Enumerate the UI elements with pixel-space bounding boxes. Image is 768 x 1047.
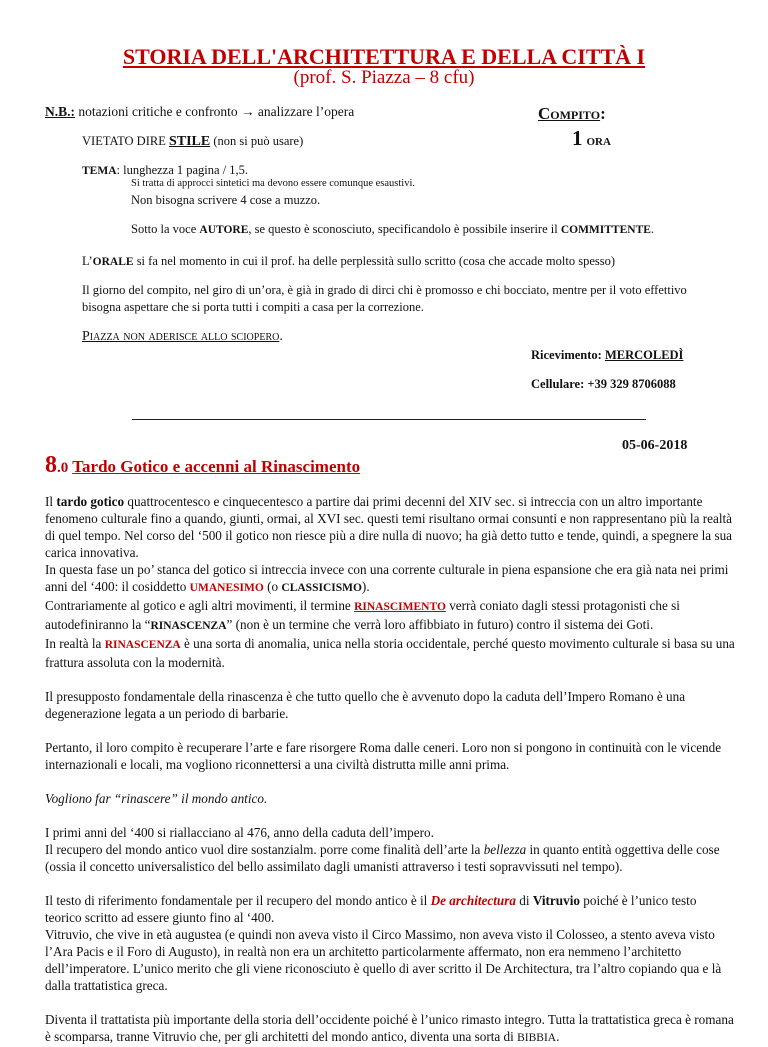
tema-label: TEMA <box>82 165 117 177</box>
tema-sub: Si tratta di approcci sintetici ma devono essere comunque esaustivi. <box>131 178 416 189</box>
stile-word: STILE <box>168 134 211 149</box>
tema-muzzo: Non bisogna scrivere 4 cose a muzzo. <box>131 193 321 207</box>
vietato-line: VIETATO DIRE STILE (non si può usare) <box>82 134 304 149</box>
piazza-line: Piazza non aderisce allo sciopero. <box>82 329 283 344</box>
section-title: Tardo Gotico e accenni al Rinascimento <box>72 457 361 476</box>
paragraph-5: I primi anni del ‘400 si riallacciano al 476, anno della caduta dell’impero. Il recupero del mondo antico vuol dire sostanzialm. porre come finalità dell’arte la bellezza in quanto entità oggettiva delle cose (ossia il concetto universalistico del bello assimilato dagli umanisti attraverso i testi sopravvissuti nel tempo). <box>45 825 720 874</box>
divider-line <box>132 419 646 420</box>
paragraph-4: Vogliono far “rinascere” il mondo antico. <box>45 791 268 806</box>
paragraph-7: Diventa il trattatista più importante della storia dell’occidente poiché è l’unico rimasto integro. Tutta la trattatistica greca è romana è scomparsa, tranne Vitruvio che, per gli architetti del mondo antico, diventa una sorta di BIBBIA. <box>45 1012 734 1044</box>
nb-line <box>45 103 354 120</box>
page-title: STORIA DELL'ARCHITETTURA E DELLA CITTÀ I <box>122 44 646 69</box>
nb-text: notazioni critiche e confronto → analizzare l’opera <box>78 104 355 119</box>
paragraph-3: Pertanto, il loro compito è recuperare l’arte e fare risorgere Roma dalle ceneri. Loro non si pongono in continuità con le vicende internazionali e locali, ma vogliono riconnettersi a una civiltà distrutta mille anni prima. <box>45 740 722 772</box>
orale-line: L’ORALE si fa nel momento in cui il prof. ha delle perplessità sullo scritto (cosa che accade molto spesso) <box>82 254 616 268</box>
compito-label-line: Compito: <box>538 104 606 123</box>
ricevimento-day: MERCOLEDÌ <box>604 348 684 362</box>
paragraph-2: Il presupposto fondamentale della rinascenza è che tutto quello che è avvenuto dopo la caduta dell’Impero Romano è una degenerazione legata a un periodo di barbarie. <box>45 689 686 721</box>
page-subtitle: (prof. S. Piazza – 8 cfu) <box>293 67 475 88</box>
ricevimento-line: Ricevimento: MERCOLEDÌ <box>531 348 684 362</box>
tema-line: TEMA: lunghezza 1 pagina / 1,5. <box>82 163 249 177</box>
compito-duration <box>572 126 611 151</box>
piazza-sciopero: Piazza non aderisce allo sciopero <box>82 329 280 344</box>
date-label: 05-06-2018 <box>622 438 688 453</box>
cellulare-line: Cellulare: +39 329 8706088 <box>531 377 676 391</box>
section-body <box>45 493 735 1047</box>
section-heading: 8.0 Tardo Gotico e accenni al Rinascimento <box>45 452 361 478</box>
nb-label: N.B.: <box>45 104 75 119</box>
compito-label: Compito <box>538 104 601 123</box>
section-number: 8 <box>45 452 57 478</box>
autore-line: Sotto la voce AUTORE, se questo è sconosciuto, specificandolo è possibile inserire il COMMITTENTE. <box>131 222 655 236</box>
paragraph-1: Il tardo gotico quattrocentesco e cinquecentesco a partire dai primi decenni del XIV sec. si intreccia con un altro importante fenomeno culturale fino a quando, giunti, ormai, al XVI sec. questi temi risultano ormai consunti e non rappresentano più la realtà di quel tempo. Nel corso del ‘500 il gotico non riesce più a dire nulla di nuovo; ha già detto tutto e tende, quindi, a spegnere la sua carica innovativa. In questa fase un po’ stanca del gotico si intreccia invece con una corrente culturale in piena espansione che era già nata nei primi anni del ‘400: il cosiddetto UMANESIMO (o CLASSICISMO). Contrariamente al gotico e agli altri movimenti, il termine RINASCIMENTO verrà coniato dagli stessi protagonisti che si autodefiniranno la “RINASCENZA” (non è un termine che verrà loro affibbiato in futuro) contro il sistema dei Goti. In realtà la RINASCENZA è una sorta di anomalia, unica nella storia occidentale, perché questo movimento culturale si basa su una frattura assoluta con la modernità. <box>45 494 735 670</box>
compito-text: Il giorno del compito, nel giro di un’ora, è già in grado di dirci chi è promosso e chi bocciato, mentre per il voto effettivo bisogna aspettare che si porta tutti i compiti a casa per la correzione. <box>82 283 687 314</box>
compito-num: 1 <box>572 126 583 150</box>
compito-ora: ora <box>586 133 611 149</box>
paragraph-6: Il testo di riferimento fondamentale per il recupero del mondo antico è il De architectura di Vitruvio poiché è l’unico testo teorico scritto ad essere giunto fino al ‘400. Vitruvio, che vive in età augustea (e quindi non aveva visto il Circo Massimo, non aveva visto il Colosseo, a stento aveva visto l’Ara Pacis e il Foro di Augusto), in realtà non era un architetto particolarmente affermato, non era nemmeno l’architetto dell’imperatore. L’unico merito che gli viene riconosciuto è quello di aver scritto il De Architectura, tra l’altro copiando qua e là dalla trattatistica greca. <box>45 893 722 993</box>
